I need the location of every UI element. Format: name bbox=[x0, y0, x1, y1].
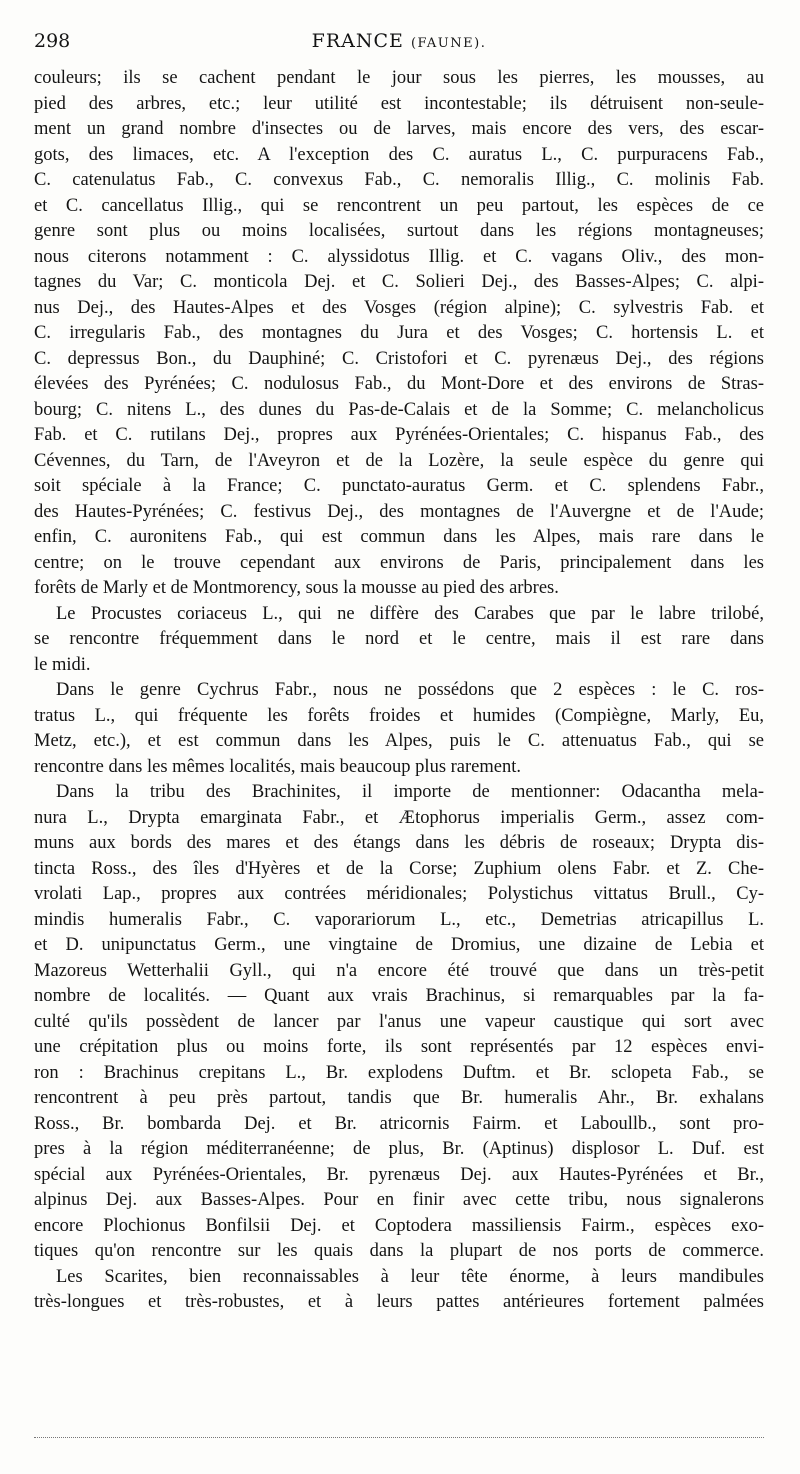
text-line: rencontre dans les mêmes localités, mais beaucoup plus rarement. bbox=[34, 756, 521, 777]
text-line: Ross., Br. bombarda Dej. et Br. atricornis Fairm. et Laboullb., sont pro- bbox=[34, 1113, 764, 1134]
text-line: ment un grand nombre d'insectes ou de larves, mais encore des vers, des escar- bbox=[34, 119, 764, 139]
text-line: tiques qu'on rencontre sur les quais dans la plupart de nos ports de commerce. bbox=[34, 1241, 764, 1261]
text-line: nus Dej., des Hautes-Alpes et des Vosges (région alpine); C. sylvestris Fab. et bbox=[34, 297, 764, 318]
text-line: et C. cancellatus Illig., qui se rencontrent un peu partout, les espèces de ce bbox=[34, 195, 764, 216]
text-line: C. catenulatus Fab., C. convexus Fab., C. nemoralis Illig., C. molinis Fab. bbox=[34, 170, 764, 190]
text-line: muns aux bords des mares et des étangs dans les débris de roseaux; Drypta dis- bbox=[34, 833, 764, 853]
text-line: Mazoreus Wetterhalii Gyll., qui n'a encore été trouvé que dans un très-petit bbox=[34, 960, 764, 981]
page-number: 298 bbox=[34, 30, 71, 52]
text-line: centre; on le trouve cependant aux environs de Paris, principalement dans les bbox=[34, 552, 764, 573]
text-line: rencontrent à peu près partout, tandis que Br. humeralis Ahr., Br. exhalans bbox=[34, 1088, 764, 1108]
text-line: forêts de Marly et de Montmorency, sous la mousse au pied des arbres. bbox=[34, 578, 559, 598]
text-line: pied des arbres, etc.; leur utilité est incontestable; ils détruisent non-seule- bbox=[34, 93, 764, 114]
text-line: spécial aux Pyrénées-Orientales, Br. pyrenæus Dej. aux Hautes-Pyrénées et Br., bbox=[34, 1164, 764, 1185]
running-title bbox=[34, 30, 764, 52]
text-line: des Hautes-Pyrénées; C. festivus Dej., des montagnes de l'Auvergne et de l'Aude; bbox=[34, 501, 764, 522]
text-line: le midi. bbox=[34, 654, 91, 675]
text-line: tratus L., qui fréquente les forêts froides et humides (Compiègne, Marly, Eu, bbox=[34, 705, 764, 726]
text-line: élevées des Pyrénées; C. nodulosus Fab., du Mont-Dore et des environs de Stras- bbox=[34, 374, 764, 394]
text-line: encore Plochionus Bonfilsii Dej. et Coptodera massiliensis Fairm., espèces exo- bbox=[34, 1215, 764, 1236]
text-line: Le Procustes coriaceus L., qui ne diffère des Carabes que par le labre trilobé, bbox=[56, 603, 764, 624]
text-line: tagnes du Var; C. monticola Dej. et C. Solieri Dej., des Basses-Alpes; C. alpi- bbox=[34, 272, 764, 292]
text-line: Cévennes, du Tarn, de l'Aveyron et de la Lozère, la seule espèce du genre qui bbox=[34, 450, 764, 471]
text-line: nombre de localités. — Quant aux vrais Brachinus, si remarquables par la fa- bbox=[34, 986, 764, 1006]
text-line: vrolati Lap., propres aux contrées méridionales; Polystichus vittatus Brull., Cy- bbox=[34, 884, 764, 904]
text-line: culté qu'ils possèdent de lancer par l'anus une vapeur caustique qui sort avec bbox=[34, 1011, 764, 1032]
text-line: tincta Ross., des îles d'Hyères et de la Corse; Zuphium olens Fabr. et Z. Che- bbox=[34, 858, 764, 879]
text-line: nous citerons notamment : C. alyssidotus Illig. et C. vagans Oliv., des mon- bbox=[34, 246, 764, 267]
text-line: se rencontre fréquemment dans le nord et le centre, mais il est rare dans bbox=[34, 629, 764, 649]
text-line: mindis humeralis Fabr., C. vaporariorum L., etc., Demetrias atricapillus L. bbox=[34, 909, 764, 930]
text-line: Les Scarites, bien reconnaissables à leur tête énorme, à leurs mandibules bbox=[56, 1266, 764, 1287]
running-title-main: FRANCE bbox=[311, 30, 404, 52]
text-line: Fab. et C. rutilans Dej., propres aux Pyrénées-Orientales; C. hispanus Fab., des bbox=[34, 425, 764, 445]
text-line: C. depressus Bon., du Dauphiné; C. Cristofori et C. pyrenæus Dej., des régions bbox=[34, 348, 764, 369]
text-line: ron : Brachinus crepitans L., Br. explodens Duftm. et Br. sclopeta Fab., se bbox=[34, 1062, 764, 1083]
text-line: et D. unipunctatus Germ., une vingtaine de Dromius, une dizaine de Lebia et bbox=[34, 935, 764, 955]
text-line: Metz, etc.), et est commun dans les Alpes, puis le C. attenuatus Fab., qui se bbox=[34, 731, 764, 751]
running-header bbox=[34, 30, 764, 58]
text-line: gots, des limaces, etc. A l'exception des C. auratus L., C. purpuracens Fab., bbox=[34, 144, 764, 165]
text-line: nura L., Drypta emarginata Fabr., et Ætophorus imperialis Germ., assez com- bbox=[34, 807, 764, 828]
text-line: genre sont plus ou moins localisées, surtout dans les régions montagneuses; bbox=[34, 221, 764, 241]
text-line: très-longues et très-robustes, et à leurs pattes antérieures fortement palmées bbox=[34, 1292, 764, 1312]
body-text bbox=[34, 66, 764, 1316]
text-line: enfin, C. auronitens Fab., qui est commun dans les Alpes, mais rare dans le bbox=[34, 527, 764, 547]
text-line: couleurs; ils se cachent pendant le jour sous les pierres, les mousses, au bbox=[34, 68, 764, 88]
text-line: soit spéciale à la France; C. punctato-auratus Germ. et C. splendens Fabr., bbox=[34, 476, 764, 496]
text-line: C. irregularis Fab., des montagnes du Jura et des Vosges; C. hortensis L. et bbox=[34, 323, 764, 343]
text-line: alpinus Dej. aux Basses-Alpes. Pour en finir avec cette tribu, nous signalerons bbox=[34, 1190, 764, 1210]
running-title-sub: (FAUNE). bbox=[410, 36, 487, 51]
text-line: Dans le genre Cychrus Fabr., nous ne possédons que 2 espèces : le C. ros- bbox=[56, 680, 764, 700]
text-line: bourg; C. nitens L., des dunes du Pas-de-Calais et de la Somme; C. melancholicus bbox=[34, 399, 764, 420]
text-line: pres à la région méditerranéenne; de plus, Br. (Aptinus) displosor L. Duf. est bbox=[34, 1139, 764, 1159]
text-line: Dans la tribu des Brachinites, il importe de mentionner: Odacantha mela- bbox=[56, 782, 764, 802]
page-bottom-rule bbox=[34, 1437, 764, 1438]
text-line: une crépitation plus ou moins forte, ils sont représentés par 12 espèces envi- bbox=[34, 1037, 764, 1057]
